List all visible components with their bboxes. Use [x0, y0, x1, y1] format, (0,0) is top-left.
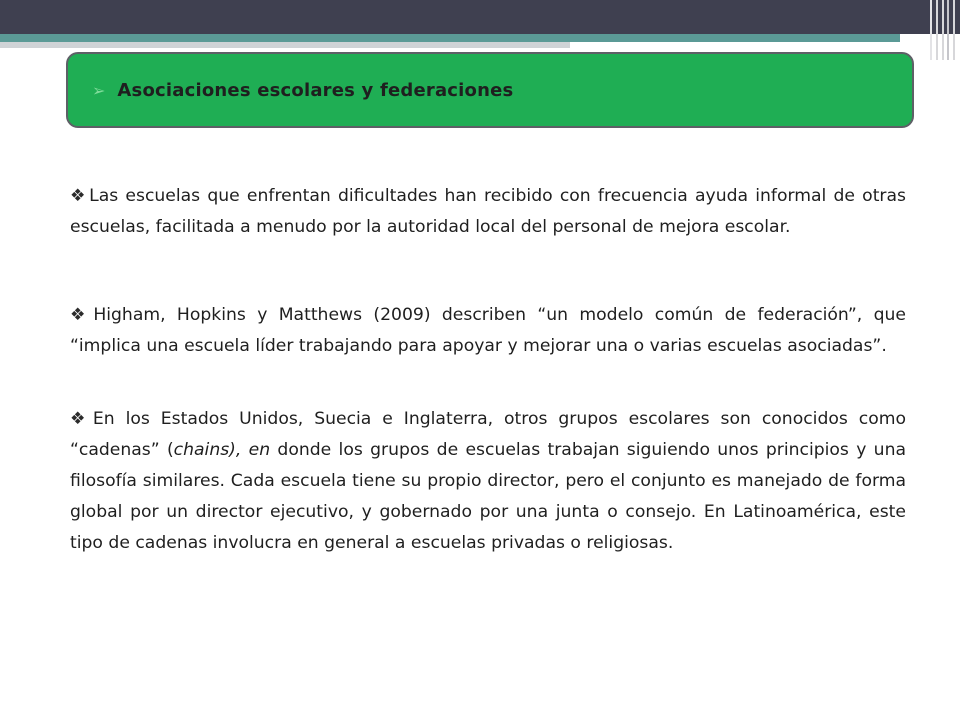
top-decorative-band [0, 0, 960, 34]
paragraph-2-text: Higham, Hopkins y Matthews (2009) describen “un modelo común de federación”, que “implica una escuela líder trabajando para apoyar y mejorar una o varias escuelas asociadas”. [70, 305, 906, 356]
arrow-bullet-icon: ➢ [92, 80, 106, 100]
paragraph-3 [70, 404, 906, 559]
paragraph-3-italic: chains), en [173, 440, 271, 460]
rail [930, 0, 932, 60]
paragraph-1-text: Las escuelas que enfrentan dificultades han recibido con frecuencia ayuda informal de otras escuelas, facilitada a menudo por la autoridad local del personal de mejora escolar. [70, 186, 906, 237]
grey-accent-line [0, 42, 570, 48]
rail [953, 0, 955, 60]
paragraph-1 [70, 181, 906, 243]
paragraph-2 [70, 300, 906, 362]
teal-accent-line [0, 34, 900, 42]
rail [936, 0, 938, 60]
rail [942, 0, 944, 60]
slide-title-banner [66, 52, 914, 128]
diamond-bullet-icon: ❖ [70, 305, 92, 325]
paragraph-3-text-b: donde los grupos de escuelas trabajan siguiendo unos principios y una filosofía similares. Cada escuela tiene su propio director, pero el conjunto es manejado de forma global por un director ejecutivo, y gobernado por una junta o consejo. En Latinoamérica, este tipo de cadenas involucra en general a escuelas privadas o religiosas. [70, 440, 906, 553]
paragraph-3-text-a: En los Estados Unidos, Suecia e Inglaterra, otros grupos escolares son conocidos como “cadenas” ( [70, 409, 906, 460]
rail [947, 0, 949, 60]
diamond-bullet-icon: ❖ [70, 186, 88, 206]
diamond-bullet-icon: ❖ [70, 409, 91, 429]
slide-title: Asociaciones escolares y federaciones [117, 79, 514, 101]
